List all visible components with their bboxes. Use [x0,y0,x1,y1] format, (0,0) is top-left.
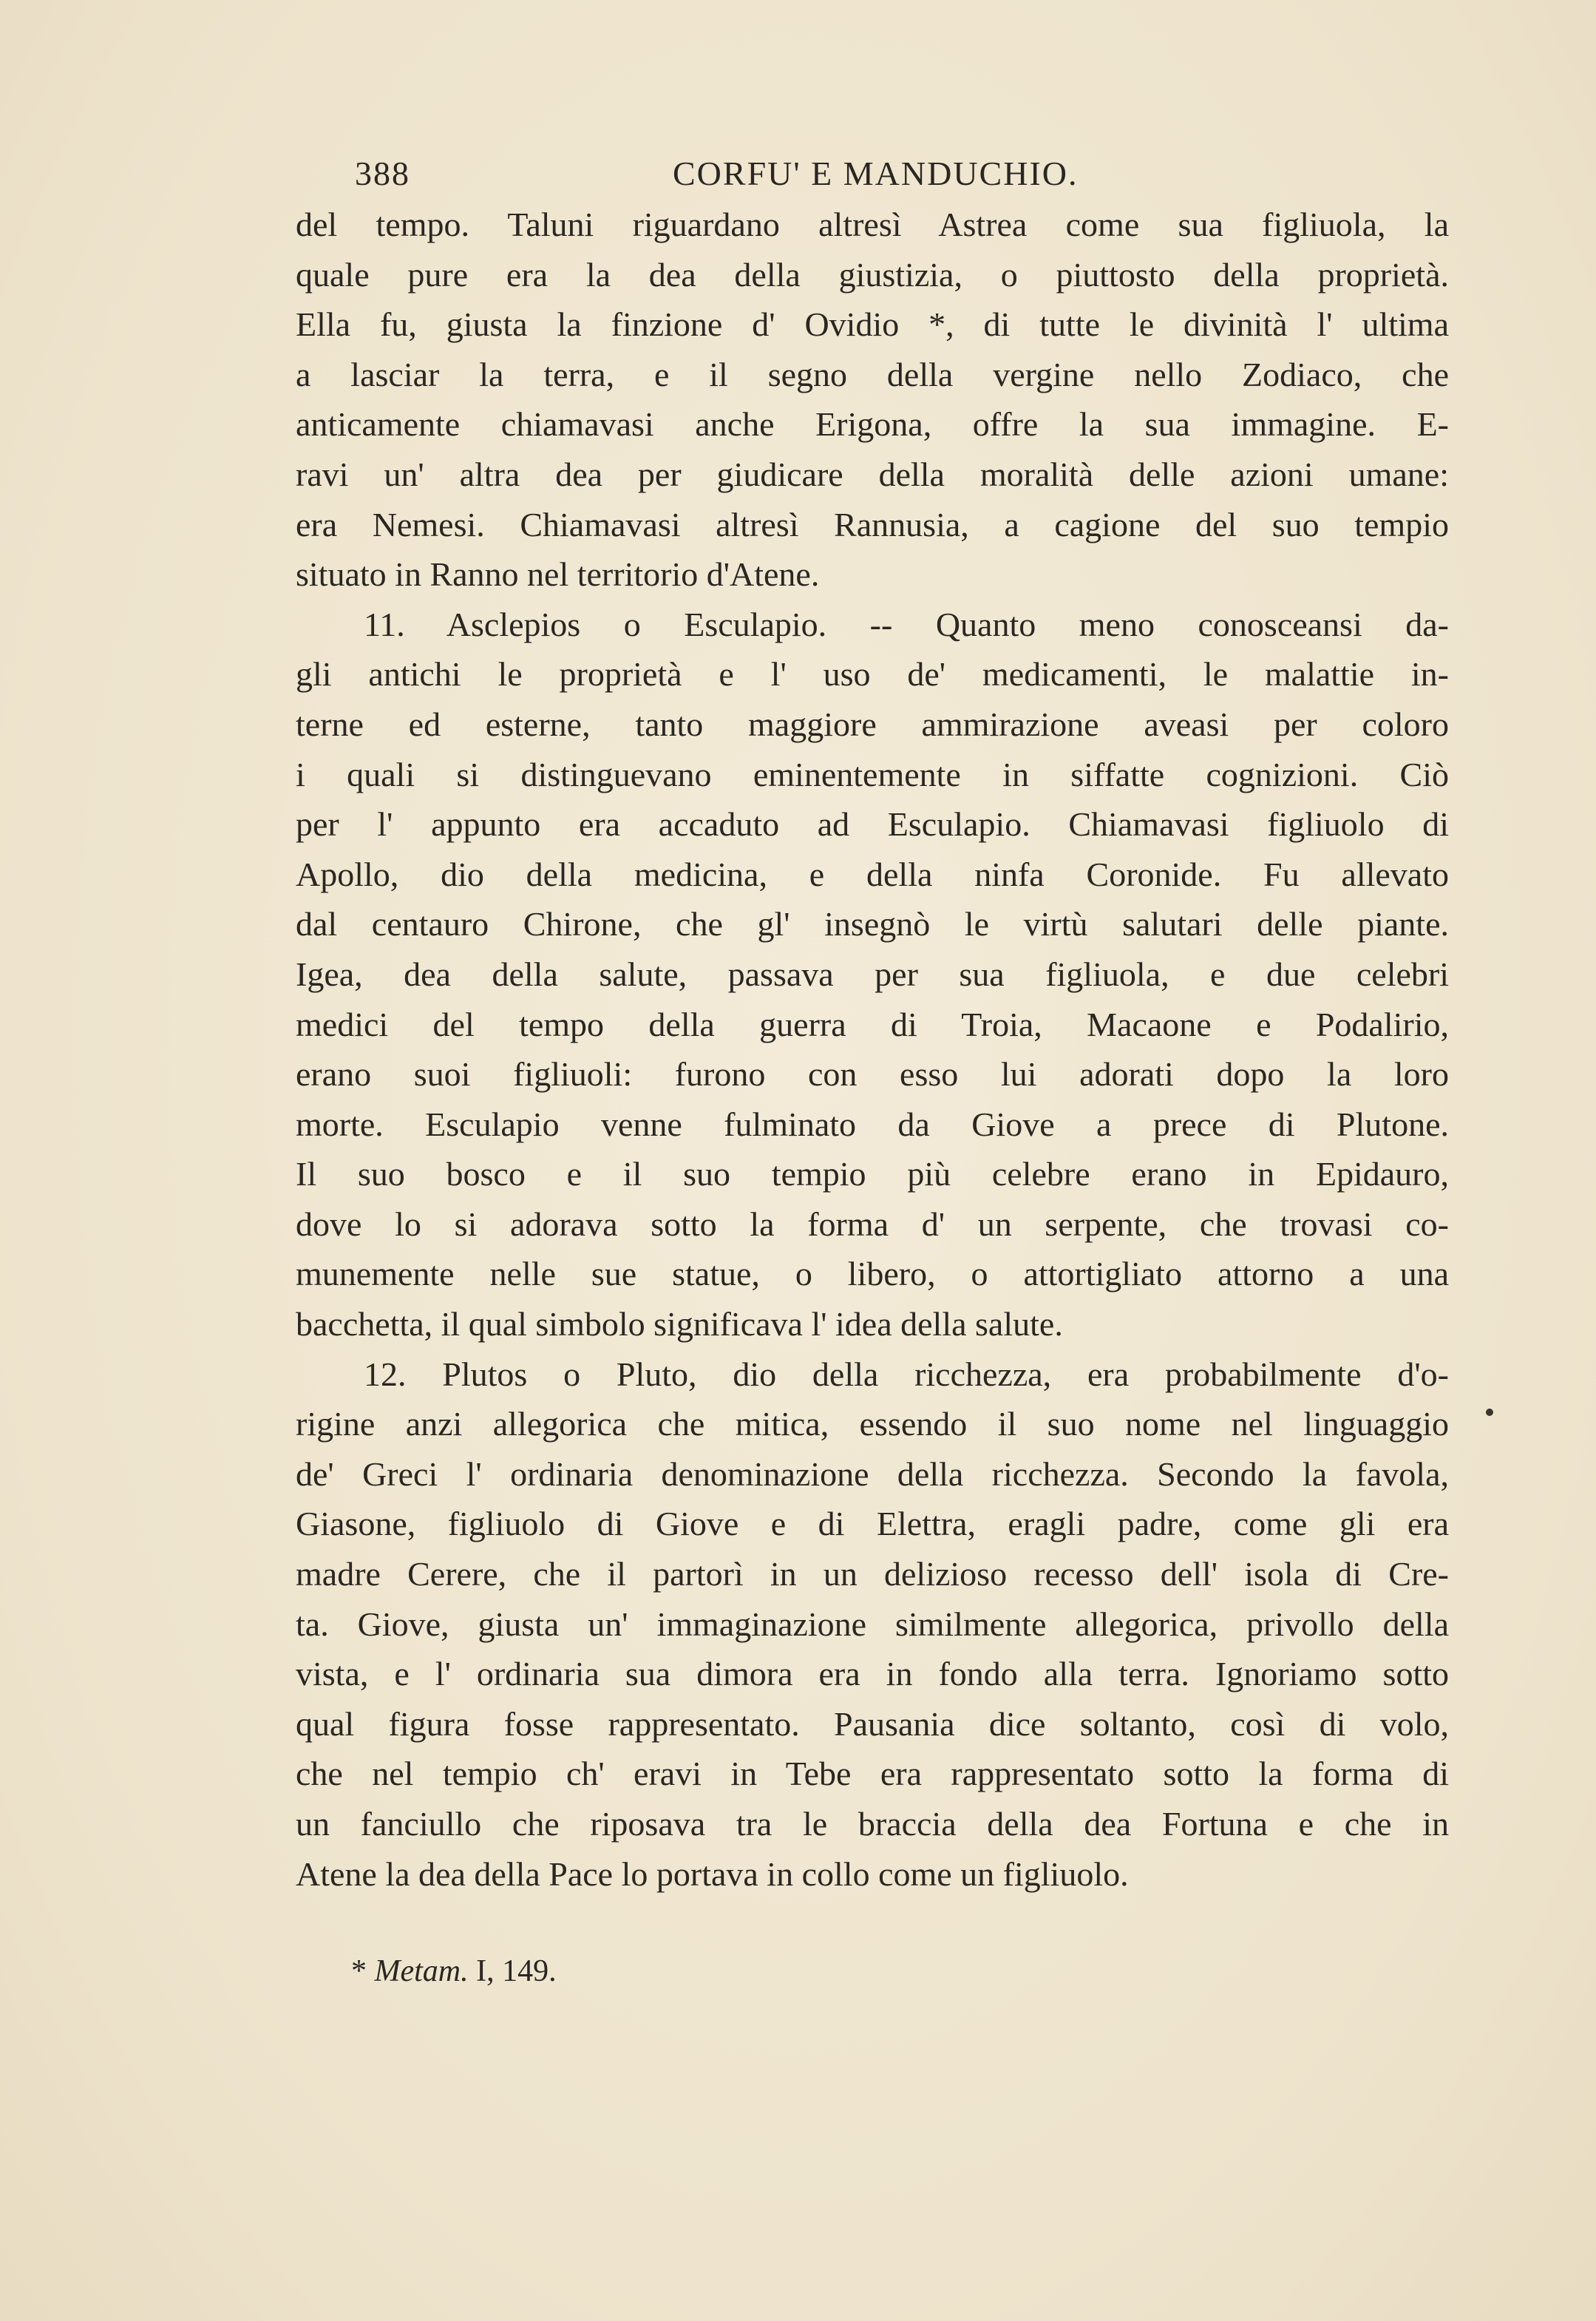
text-line: ravi un' altra dea per giudicare della moralità delle azioni umane: [296,455,1449,493]
text-line: ta. Giove, giusta un' immaginazione similmente allegorica, privollo della [296,1605,1449,1643]
text-line: dove lo si adorava sotto la forma d' un serpente, che trovasi co- [296,1204,1449,1243]
text-line: Il suo bosco e il suo tempio più celebre erano in Epidauro, [296,1155,1449,1193]
text-line: Ella fu, giusta la finzione d' Ovidio *, di tutte le divinità l' ultima [296,305,1449,344]
text-line: erano suoi figliuoli: furono con esso lui adorati dopo la loro [296,1055,1449,1094]
running-title: CORFU' E MANDUCHIO. [673,155,1079,192]
footnote [351,1954,557,1989]
text-line: Giasone, figliuolo di Giove e di Elettra, eragli padre, come gli era [296,1505,1449,1543]
text-line: rigine anzi allegorica che mitica, essendo il suo nome nel linguaggio [296,1405,1449,1443]
text-line: qual figura fosse rappresentato. Pausania dice soltanto, così di volo, [296,1704,1449,1743]
text-line: Atene la dea della Pace lo portava in collo come un figliuolo. [296,1854,1129,1893]
text-line: a lasciar la terra, e il segno della vergine nello Zodiaco, che [296,355,1449,393]
text-line: gli antichi le proprietà e l' uso de' medicamenti, le malattie in- [296,655,1449,694]
text-line: bacchetta, il qual simbolo significava l' idea della salute. [296,1305,1063,1344]
footnote-work: Metam. [374,1954,469,1988]
text-line: terne ed esterne, tanto maggiore ammirazione aveasi per coloro [296,705,1449,743]
text-line: vista, e l' ordinaria sua dimora era in fondo alla terra. Ignoriamo sotto [296,1655,1449,1693]
text-line: Apollo, dio della medicina, e della ninfa Coronide. Fu allevato [296,855,1449,893]
text-line: anticamente chiamavasi anche Erigona, offre la sua immagine. E- [296,405,1449,444]
text-line: de' Greci l' ordinaria denominazione della ricchezza. Secondo la favola, [296,1454,1449,1493]
text-line: Igea, dea della salute, passava per sua figliuola, e due celebri [296,955,1449,993]
text-line: morte. Esculapio venne fulminato da Giove a prece di Plutone. [296,1105,1449,1143]
text-line: che nel tempio ch' eravi in Tebe era rappresentato sotto la forma di [296,1755,1449,1793]
text-line: i quali si distinguevano eminentemente in siffatte cognizioni. Ciò [296,755,1449,793]
text-line: per l' appunto era accaduto ad Esculapio. Chiamavasi figliuolo di [296,805,1449,844]
text-line: medici del tempo della guerra di Troia, Macaone e Podalirio, [296,1005,1449,1043]
page-number: 388 [355,155,410,192]
footnote-reference: I, 149. [476,1954,557,1988]
ink-spot [1486,1409,1493,1416]
text-line: situato in Ranno nel territorio d'Atene. [296,555,820,594]
section-heading-line: 11. Asclepios o Esculapio. -- Quanto meno conosceansi da- [364,605,1449,643]
text-line: quale pure era la dea della giustizia, o piuttosto della proprietà. [296,255,1449,294]
body-text [296,200,1449,1899]
text-line: madre Cerere, che il partorì in un delizioso recesso dell' isola di Cre- [296,1555,1449,1593]
text-line: un fanciullo che riposava tra le braccia della dea Fortuna e che in [296,1805,1449,1843]
text-line: munemente nelle sue statue, o libero, o attortigliato attorno a una [296,1255,1449,1293]
text-line: era Nemesi. Chiamavasi altresì Rannusia, a cagione del suo tempio [296,505,1449,543]
text-line: dal centauro Chirone, che gl' insegnò le virtù salutari delle piante. [296,905,1449,943]
footnote-marker: * [351,1954,367,1988]
section-heading-line: 12. Plutos o Pluto, dio della ricchezza, era probabilmente d'o- [364,1355,1449,1393]
page-header [296,154,1449,206]
text-line: del tempo. Taluni riguardano altresì Astrea come sua figliuola, la [296,206,1449,243]
